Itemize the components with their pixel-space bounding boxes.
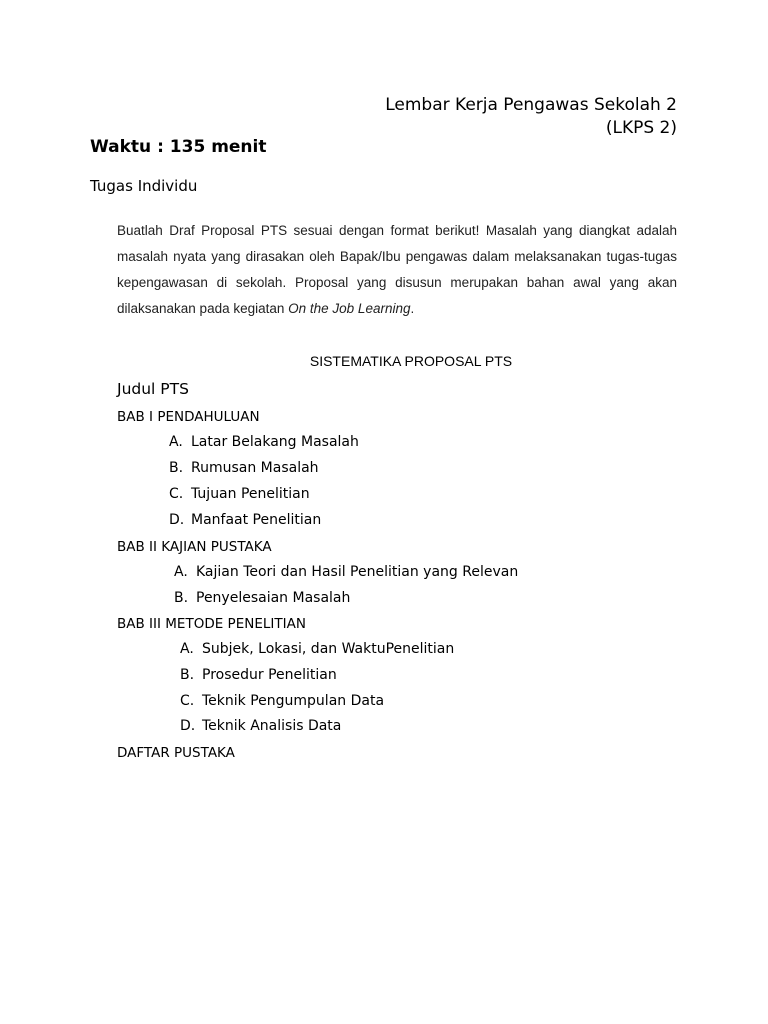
judul-heading: Judul PTS — [117, 380, 189, 398]
list-item — [169, 486, 310, 502]
list-item-letter: D. — [169, 512, 185, 528]
instructions-text-end: . — [410, 301, 415, 316]
list-item-letter: C. — [180, 693, 195, 709]
list-item-letter: B. — [174, 590, 189, 606]
chapter-heading: BAB I PENDAHULUAN — [117, 409, 260, 425]
worksheet-title-line2: (LKPS 2) — [605, 118, 677, 138]
worksheet-title — [385, 94, 677, 140]
section-title: SISTEMATIKA PROPOSAL PTS — [309, 353, 513, 369]
list-item-letter: B. — [180, 667, 195, 683]
list-item-text: Prosedur Penelitian — [202, 667, 337, 683]
list-item-text: Manfaat Penelitian — [191, 512, 322, 528]
time-allotment: Waktu : 135 menit — [90, 137, 267, 157]
list-item-text: Rumusan Masalah — [191, 460, 319, 476]
instructions-italic-term: On the Job Learning — [288, 301, 411, 316]
list-item-text: Penyelesaian Masalah — [196, 590, 351, 606]
list-item — [174, 564, 518, 580]
list-item — [180, 693, 384, 709]
list-item-letter: A. — [174, 564, 188, 580]
list-item-letter: B. — [169, 460, 184, 476]
list-item — [180, 718, 341, 734]
list-item — [180, 641, 454, 657]
instructions-text: Buatlah Draf Proposal PTS sesuai dengan format berikut! Masalah yang diangkat adalah masalah nyata yang dirasakan oleh Bapak/Ibu pengawas dalam melaksanakan tugas-tugas kepengawasan di sekolah. Proposal yang disusun merupakan bahan awal yang akan dilaksanakan pada kegiatan — [117, 223, 677, 316]
list-item-letter: D. — [180, 718, 196, 734]
list-item-letter: A. — [180, 641, 194, 657]
list-item — [169, 512, 321, 528]
list-item — [174, 590, 350, 606]
task-type: Tugas Individu — [90, 177, 198, 195]
list-item — [169, 460, 319, 476]
list-item — [180, 667, 337, 683]
list-item-text: Subjek, Lokasi, dan WaktuPenelitian — [202, 641, 455, 657]
instructions-paragraph — [117, 218, 677, 322]
chapter-heading: BAB III METODE PENELITIAN — [117, 616, 306, 632]
list-item-text: Tujuan Penelitian — [191, 486, 310, 502]
list-item — [169, 434, 359, 450]
chapter-heading: BAB II KAJIAN PUSTAKA — [117, 539, 272, 555]
list-item-text: Kajian Teori dan Hasil Penelitian yang Relevan — [196, 564, 519, 580]
bibliography-heading: DAFTAR PUSTAKA — [117, 745, 235, 761]
list-item-letter: C. — [169, 486, 184, 502]
worksheet-title-line1: Lembar Kerja Pengawas Sekolah 2 — [385, 95, 677, 115]
list-item-letter: A. — [169, 434, 183, 450]
list-item-text: Teknik Analisis Data — [202, 718, 342, 734]
list-item-text: Teknik Pengumpulan Data — [202, 693, 385, 709]
list-item-text: Latar Belakang Masalah — [191, 434, 359, 450]
